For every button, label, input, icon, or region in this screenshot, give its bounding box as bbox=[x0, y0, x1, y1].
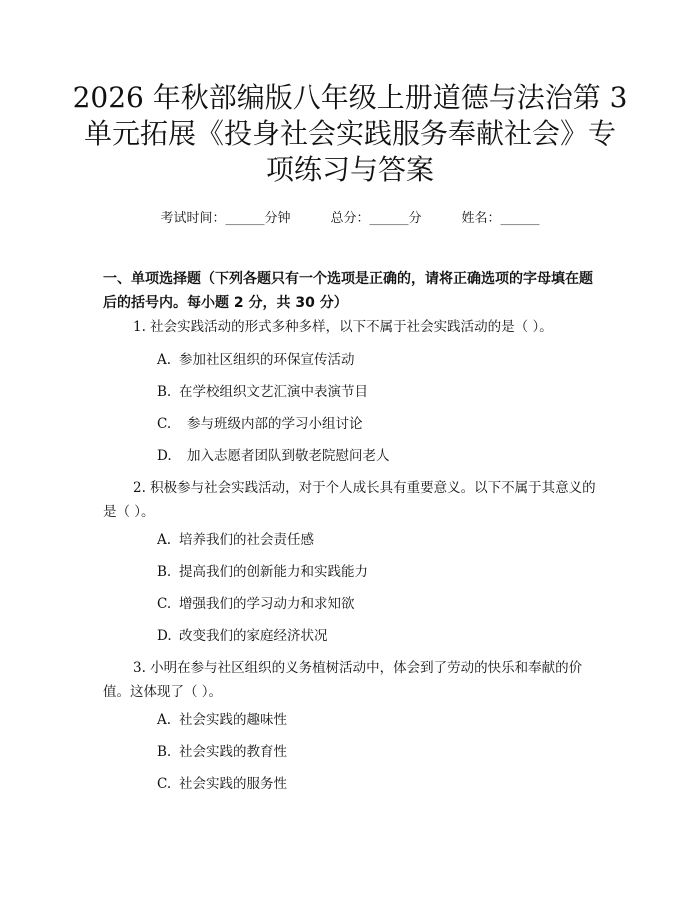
option-item bbox=[157, 774, 287, 794]
option-text: 社会实践的服务性 bbox=[179, 776, 287, 792]
option-item bbox=[157, 414, 363, 434]
option-letter: D. bbox=[157, 628, 172, 644]
option-letter: A. bbox=[157, 352, 172, 368]
option-letter: B. bbox=[157, 564, 172, 580]
option-text: 社会实践的趣味性 bbox=[179, 712, 287, 728]
option-item bbox=[157, 446, 390, 466]
option-text: 培养我们的社会责任感 bbox=[179, 532, 314, 548]
option-letter: A. bbox=[157, 532, 172, 548]
title-line-2: 单元拓展《投身社会实践服务奉献社会》专 bbox=[83, 117, 616, 150]
question-stem: 1. 社会实践活动的形式多种多样，以下不属于社会实践活动的是（ ）。 bbox=[133, 319, 553, 335]
option-letter: C. bbox=[157, 596, 172, 612]
option-letter: C. bbox=[157, 416, 172, 432]
option-text: 在学校组织文艺汇演中表演节目 bbox=[179, 384, 368, 400]
option-item bbox=[157, 594, 355, 614]
total-score-field: 总分：______分 bbox=[330, 211, 422, 226]
option-item bbox=[157, 710, 287, 730]
option-letter: B. bbox=[157, 744, 172, 760]
exam-meta bbox=[0, 207, 700, 226]
title-line-1: 2026 年秋部编版八年级上册道德与法治第 3 bbox=[72, 81, 628, 114]
option-text: 社会实践的教育性 bbox=[179, 744, 287, 760]
question-stem: 3. 小明在参与社区组织的义务植树活动中，体会到了劳动的快乐和奉献的价值。这体现了（ ）。 bbox=[103, 660, 583, 700]
question-stem: 2. 积极参与社会实践活动，对于个人成长具有重要意义。以下不属于其意义的是（ ）。 bbox=[103, 480, 596, 520]
document-title bbox=[60, 80, 640, 188]
option-text: 改变我们的家庭经济状况 bbox=[179, 628, 328, 644]
option-text: 提高我们的创新能力和实践能力 bbox=[179, 564, 368, 580]
option-item bbox=[157, 530, 314, 550]
option-text: 增强我们的学习动力和求知欲 bbox=[179, 596, 355, 612]
option-item bbox=[157, 742, 287, 762]
option-letter: D. bbox=[157, 448, 172, 464]
section-heading: 一、单项选择题（下列各题只有一个选项是正确的，请将正确选项的字母填在题后的括号内。每小题 2 分，共 30 分） bbox=[103, 271, 593, 311]
option-item bbox=[157, 382, 368, 402]
option-item bbox=[157, 626, 328, 646]
option-text: 加入志愿者团队到敬老院慰问老人 bbox=[187, 448, 390, 464]
option-text: 参与班级内部的学习小组讨论 bbox=[187, 416, 363, 432]
option-item bbox=[157, 350, 355, 370]
exam-time-field: 考试时间：______分钟 bbox=[160, 211, 291, 226]
option-item bbox=[157, 562, 368, 582]
student-name-field: 姓名：______ bbox=[461, 211, 540, 226]
option-text: 参加社区组织的环保宣传活动 bbox=[179, 352, 355, 368]
option-letter: A. bbox=[157, 712, 172, 728]
title-line-3: 项练习与答案 bbox=[265, 153, 434, 186]
option-letter: C. bbox=[157, 776, 172, 792]
option-letter: B. bbox=[157, 384, 172, 400]
